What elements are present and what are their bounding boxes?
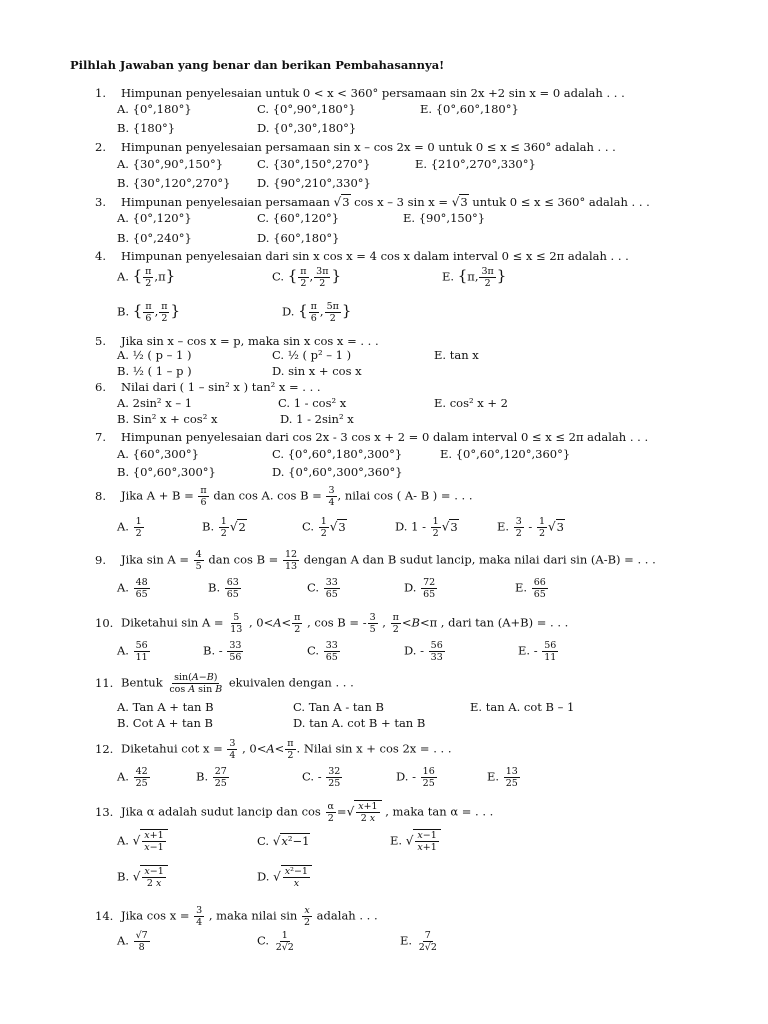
q4-option-e[interactable]: E. {π, $\frac{3\pi}{2}$ } (442, 266, 507, 289)
question-9: 9. Jika sin A = $\frac{4}{5}$ dan cos B = $\frac{12}{13}$ dengan A dan B sudut lancip, maka nilai dari sin (A-B) = . . . (95, 549, 656, 572)
q11-option-a[interactable]: A. Tan A + tan B (117, 700, 214, 714)
question-8: 8. Jika A + B = $\frac{\pi}{6}$ dan cos A. cos B = $\frac{3}{4}$ , nilai cos ( A- B ) = . . . (95, 485, 473, 508)
q6-option-d[interactable]: D. 1 - 2sin² x (280, 412, 354, 426)
q8-option-c[interactable]: C. $\frac{1}{2}$ √3 (302, 516, 346, 539)
q10-option-d[interactable]: D. - $\frac{56}{33}$ (404, 640, 443, 663)
q10-option-a[interactable]: A. $\frac{56}{11}$ (117, 640, 148, 663)
q13-option-d[interactable]: D. √ $\frac{\text{x²−1}}{x}$ (257, 865, 312, 889)
q3-option-b[interactable]: B. {0°,240°} (117, 231, 192, 245)
q11-option-e[interactable]: E. tan A. cot B – 1 (470, 700, 575, 714)
q1-option-e[interactable]: E. {0°,60°,180°} (420, 102, 519, 116)
q7-option-b[interactable]: B. {0°,60°,300°} (117, 465, 216, 479)
question-13: 13. Jika α adalah sudut lancip dan cos $\frac{\alpha}{2}$ =√ $\frac{x+1}{2 x}$ , maka tan α = . . . (95, 801, 494, 824)
q12-option-e[interactable]: E. $\frac{13}{25}$ (487, 766, 518, 789)
q9-option-d[interactable]: D. $\frac{72}{65}$ (404, 577, 436, 600)
q2-option-d[interactable]: D. {90°,210°,330°} (257, 176, 371, 190)
q10-option-e[interactable]: E. - $\frac{56}{11}$ (518, 640, 557, 663)
q9-option-a[interactable]: A. $\frac{48}{65}$ (117, 577, 148, 600)
q11-option-c[interactable]: C. Tan A - tan B (293, 700, 384, 714)
q13-option-e[interactable]: E. √ $\frac{x-1}{x+1}$ (390, 829, 441, 853)
q9-option-c[interactable]: C. $\frac{33}{65}$ (307, 577, 338, 600)
q4-option-d[interactable]: D. { $\frac{\pi}{6}$ , $\frac{5\pi}{2}$ } (282, 301, 352, 324)
q11-option-d[interactable]: D. tan A. cot B + tan B (293, 716, 426, 730)
q9-option-b[interactable]: B. $\frac{63}{65}$ (208, 577, 239, 600)
question-14: 14. Jika cos x = $\frac{3}{4}$ , maka nilai sin $\frac{x}{2}$ adalah . . . (95, 905, 378, 928)
question-4: 4. Himpunan penyelesaian dari sin x cos x = 4 cos x dalam interval 0 ≤ x ≤ 2π adalah . . . (95, 249, 629, 263)
q2-option-b[interactable]: B. {30°,120°,270°} (117, 176, 231, 190)
question-1: 1. Himpunan penyelesaian untuk 0 < x < 360° persamaan sin 2x +2 sin x = 0 adalah . . . (95, 86, 625, 100)
q3-option-c[interactable]: C. {60°,120°} (257, 211, 340, 225)
q13-option-c[interactable]: C. √x²−1 (257, 834, 310, 848)
q5-option-b[interactable]: B. ½ ( 1 – p ) (117, 364, 192, 378)
q5-option-c[interactable]: C. ½ ( p² – 1 ) (272, 348, 352, 362)
q4-option-b[interactable]: B. { $\frac{\pi}{6}$ , $\frac{\pi}{2}$ } (117, 301, 181, 324)
q12-option-c[interactable]: C. - $\frac{32}{25}$ (302, 766, 341, 789)
q9-option-e[interactable]: E. $\frac{66}{65}$ (515, 577, 546, 600)
q4-option-c[interactable]: C. { $\frac{\pi}{2}$ , $\frac{3\pi}{2}$ } (272, 266, 341, 289)
q3-option-d[interactable]: D. {60°,180°} (257, 231, 340, 245)
q7-option-a[interactable]: A. {60°,300°} (117, 447, 199, 461)
q14-option-c[interactable]: C. $\frac{1}{2√2}$ (257, 930, 294, 953)
question-2: 2. Himpunan penyelesaian persamaan sin x – cos 2x = 0 untuk 0 ≤ x ≤ 360° adalah . . . (95, 140, 616, 154)
q3-option-a[interactable]: A. {0°,120°} (117, 211, 192, 225)
q14-option-a[interactable]: A. $\frac{√7}{8}$ (117, 930, 148, 953)
page-title: Pilhlah Jawaban yang benar dan berikan Pembahasannya! (70, 58, 445, 72)
q2-option-c[interactable]: C. {30°,150°,270°} (257, 157, 371, 171)
q10-option-c[interactable]: C. $\frac{33}{65}$ (307, 640, 338, 663)
question-5: 5. Jika sin x – cos x = p, maka sin x cos x = . . . (95, 334, 379, 348)
question-3: 3. Himpunan penyelesaian persamaan √3 cos x – 3 sin x = √3 untuk 0 ≤ x ≤ 360° adalah . . . (95, 195, 650, 209)
question-10: 10. Diketahui sin A = $\frac{5}{13}$ , 0<A< $\frac{\pi}{2}$ , cos B = - $\frac{3}{5}$ , $\frac{\pi}{2}$ <B<π , dari tan (A+B) = . . . (95, 612, 569, 635)
q8-option-d[interactable]: D. 1 - $\frac{1}{2}$ √3 (395, 516, 458, 539)
q6-option-a[interactable]: A. 2sin² x – 1 (117, 396, 193, 410)
q12-option-b[interactable]: B. $\frac{27}{25}$ (196, 766, 227, 789)
q12-option-d[interactable]: D. - $\frac{16}{25}$ (396, 766, 435, 789)
question-12: 12. Diketahui cot x = $\frac{3}{4}$ , 0<A< $\frac{\pi}{2}$ . Nilai sin x + cos 2x = . . . (95, 738, 452, 761)
q3-option-e[interactable]: E. {90°,150°} (403, 211, 486, 225)
question-7: 7. Himpunan penyelesaian dari cos 2x - 3 cos x + 2 = 0 dalam interval 0 ≤ x ≤ 2π adalah . . . (95, 430, 649, 444)
q1-option-a[interactable]: A. {0°,180°} (117, 102, 192, 116)
q5-option-a[interactable]: A. ½ ( p – 1 ) (117, 348, 192, 362)
q13-option-a[interactable]: A. √ $\frac{x+1}{x-1}$ (117, 829, 168, 853)
q6-option-b[interactable]: B. Sin² x + cos² x (117, 412, 218, 426)
q8-option-e[interactable]: E. $\frac{3}{2}$ - $\frac{1}{2}$ √3 (497, 516, 564, 539)
q14-option-e[interactable]: E. $\frac{7}{2√2}$ (400, 930, 437, 953)
q7-option-d[interactable]: D. {0°,60°,300°,360°} (272, 465, 403, 479)
q7-option-c[interactable]: C. {0°,60°,180°,300°} (272, 447, 403, 461)
q5-option-d[interactable]: D. sin x + cos x (272, 364, 362, 378)
q4-option-a[interactable]: A. { $\frac{\pi}{2}$ ,π} (117, 266, 176, 289)
q8-option-b[interactable]: B. $\frac{1}{2}$ √2 (202, 516, 246, 539)
q10-option-b[interactable]: B. - $\frac{33}{56}$ (203, 640, 242, 663)
q1-option-c[interactable]: C. {0°,90°,180°} (257, 102, 356, 116)
q13-option-b[interactable]: B. √ $\frac{x-1}{2 x}$ (117, 865, 168, 889)
question-11: 11. Bentuk $\frac{\sin(A-B)}{\text{cos A sin B}}$ ekuivalen dengan . . . (95, 672, 354, 695)
question-6: 6. Nilai dari ( 1 – sin² x ) tan² x = . . . (95, 380, 321, 394)
q2-option-e[interactable]: E. {210°,270°,330°} (415, 157, 536, 171)
q6-option-c[interactable]: C. 1 - cos² x (278, 396, 347, 410)
q5-option-e[interactable]: E. tan x (434, 348, 479, 362)
q7-option-e[interactable]: E. {0°,60°,120°,360°} (440, 447, 571, 461)
q1-option-b[interactable]: B. {180°} (117, 121, 176, 135)
q8-option-a[interactable]: A. $\frac{1}{2}$ (117, 516, 142, 539)
q2-option-a[interactable]: A. {30°,90°,150°} (117, 157, 224, 171)
q1-option-d[interactable]: D. {0°,30°,180°} (257, 121, 357, 135)
q6-option-e[interactable]: E. cos² x + 2 (434, 396, 508, 410)
q11-option-b[interactable]: B. Cot A + tan B (117, 716, 214, 730)
q12-option-a[interactable]: A. $\frac{42}{25}$ (117, 766, 148, 789)
